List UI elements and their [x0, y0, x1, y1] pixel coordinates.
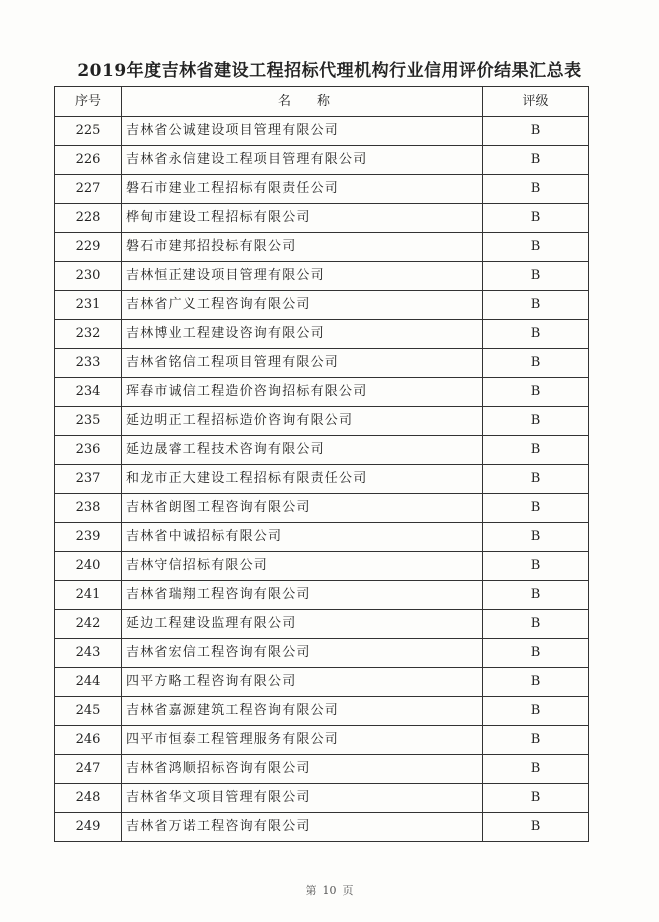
row-name: 吉林省铭信工程项目管理有限公司 — [122, 349, 483, 378]
row-num: 242 — [55, 610, 122, 639]
row-rating: B — [483, 175, 589, 204]
row-rating: B — [483, 117, 589, 146]
row-name: 四平市恒泰工程管理服务有限公司 — [122, 726, 483, 755]
row-rating: B — [483, 291, 589, 320]
row-rating: B — [483, 581, 589, 610]
row-num: 234 — [55, 378, 122, 407]
table-row — [55, 407, 589, 436]
row-rating: B — [483, 726, 589, 755]
row-num: 244 — [55, 668, 122, 697]
table-header-row — [55, 87, 589, 117]
row-rating: B — [483, 552, 589, 581]
row-rating: B — [483, 407, 589, 436]
row-rating: B — [483, 204, 589, 233]
row-rating: B — [483, 436, 589, 465]
table-row — [55, 523, 589, 552]
table-row — [55, 552, 589, 581]
row-name: 吉林省公诚建设项目管理有限公司 — [122, 117, 483, 146]
row-rating: B — [483, 697, 589, 726]
row-num: 229 — [55, 233, 122, 262]
page-prefix: 第 — [305, 884, 317, 897]
row-rating: B — [483, 813, 589, 842]
row-rating: B — [483, 494, 589, 523]
table-row — [55, 726, 589, 755]
row-num: 225 — [55, 117, 122, 146]
row-num: 232 — [55, 320, 122, 349]
table-row — [55, 610, 589, 639]
row-name: 吉林省鸿顺招标咨询有限公司 — [122, 755, 483, 784]
table-row — [55, 784, 589, 813]
row-num: 248 — [55, 784, 122, 813]
row-rating: B — [483, 610, 589, 639]
row-rating: B — [483, 784, 589, 813]
table-row — [55, 639, 589, 668]
header-name: 名 称 — [122, 87, 483, 117]
table-row — [55, 581, 589, 610]
table-row — [55, 262, 589, 291]
row-name: 珲春市诚信工程造价咨询招标有限公司 — [122, 378, 483, 407]
table-row — [55, 349, 589, 378]
row-name: 延边晟睿工程技术咨询有限公司 — [122, 436, 483, 465]
table-row — [55, 320, 589, 349]
row-name: 磐石市建业工程招标有限责任公司 — [122, 175, 483, 204]
row-name: 磐石市建邦招投标有限公司 — [122, 233, 483, 262]
table-row — [55, 436, 589, 465]
table-row — [55, 175, 589, 204]
row-name: 吉林省朗图工程咨询有限公司 — [122, 494, 483, 523]
row-rating: B — [483, 233, 589, 262]
row-rating: B — [483, 378, 589, 407]
row-num: 236 — [55, 436, 122, 465]
row-rating: B — [483, 349, 589, 378]
row-rating: B — [483, 523, 589, 552]
row-num: 226 — [55, 146, 122, 175]
row-rating: B — [483, 465, 589, 494]
row-name: 吉林省瑞翔工程咨询有限公司 — [122, 581, 483, 610]
row-name: 吉林省永信建设工程项目管理有限公司 — [122, 146, 483, 175]
row-name: 桦甸市建设工程招标有限公司 — [122, 204, 483, 233]
row-name: 延边工程建设监理有限公司 — [122, 610, 483, 639]
page-footer — [0, 882, 659, 898]
row-name: 吉林博业工程建设咨询有限公司 — [122, 320, 483, 349]
rating-table — [54, 86, 589, 842]
table-row — [55, 465, 589, 494]
table-row — [55, 146, 589, 175]
page-suffix: 页 — [342, 884, 354, 897]
row-num: 249 — [55, 813, 122, 842]
table-row — [55, 117, 589, 146]
row-rating: B — [483, 755, 589, 784]
row-num: 240 — [55, 552, 122, 581]
row-name: 和龙市正大建设工程招标有限责任公司 — [122, 465, 483, 494]
table-row — [55, 494, 589, 523]
row-rating: B — [483, 639, 589, 668]
table-row — [55, 233, 589, 262]
table-row — [55, 697, 589, 726]
header-rating: 评级 — [483, 87, 589, 117]
row-num: 247 — [55, 755, 122, 784]
row-num: 243 — [55, 639, 122, 668]
row-name: 吉林省广义工程咨询有限公司 — [122, 291, 483, 320]
row-name: 四平方略工程咨询有限公司 — [122, 668, 483, 697]
row-name: 吉林省宏信工程咨询有限公司 — [122, 639, 483, 668]
row-rating: B — [483, 668, 589, 697]
row-rating: B — [483, 146, 589, 175]
row-name: 吉林省华文项目管理有限公司 — [122, 784, 483, 813]
row-num: 227 — [55, 175, 122, 204]
table-row — [55, 204, 589, 233]
row-num: 230 — [55, 262, 122, 291]
row-num: 238 — [55, 494, 122, 523]
table-row — [55, 755, 589, 784]
page-number: 10 — [322, 884, 337, 897]
row-num: 231 — [55, 291, 122, 320]
row-num: 237 — [55, 465, 122, 494]
row-name: 吉林省嘉源建筑工程咨询有限公司 — [122, 697, 483, 726]
row-num: 228 — [55, 204, 122, 233]
row-num: 239 — [55, 523, 122, 552]
row-name: 吉林守信招标有限公司 — [122, 552, 483, 581]
row-num: 233 — [55, 349, 122, 378]
table-row — [55, 813, 589, 842]
row-num: 245 — [55, 697, 122, 726]
page-title: 2019年度吉林省建设工程招标代理机构行业信用评价结果汇总表 — [77, 61, 582, 81]
row-num: 246 — [55, 726, 122, 755]
row-name: 延边明正工程招标造价咨询有限公司 — [122, 407, 483, 436]
table-row — [55, 378, 589, 407]
row-name: 吉林恒正建设项目管理有限公司 — [122, 262, 483, 291]
row-num: 235 — [55, 407, 122, 436]
row-name: 吉林省万诺工程咨询有限公司 — [122, 813, 483, 842]
row-rating: B — [483, 262, 589, 291]
table-row — [55, 668, 589, 697]
row-num: 241 — [55, 581, 122, 610]
header-num: 序号 — [55, 87, 122, 117]
row-rating: B — [483, 320, 589, 349]
row-name: 吉林省中诚招标有限公司 — [122, 523, 483, 552]
table-row — [55, 291, 589, 320]
